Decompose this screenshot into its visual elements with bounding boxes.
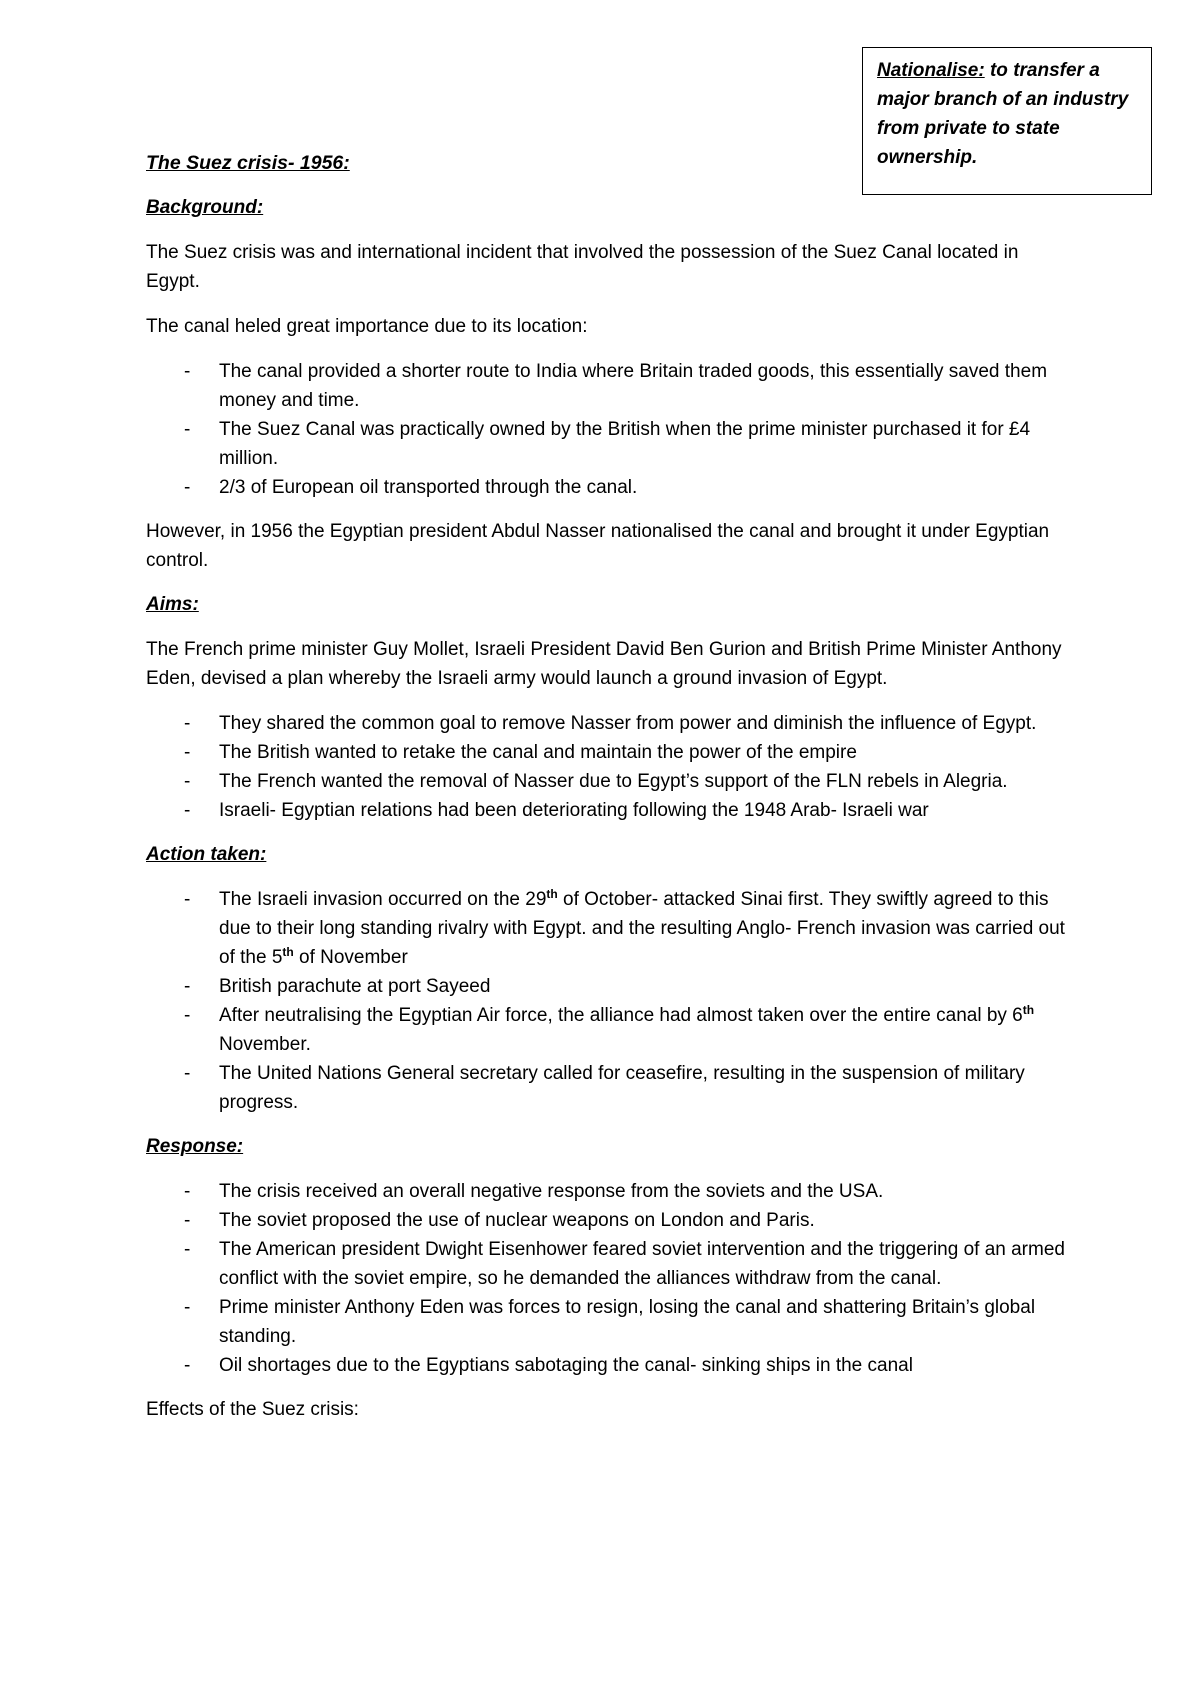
- list-item: [146, 357, 1076, 415]
- list-item: [146, 738, 1076, 767]
- list-item-text: The soviet proposed the use of nuclear weapons on London and Paris.: [219, 1210, 815, 1231]
- bullet-dash: -: [184, 889, 191, 910]
- list-item-text: of November: [293, 947, 408, 968]
- response-bullet-list: [146, 1177, 1076, 1380]
- document-body: [146, 149, 1076, 1424]
- background-paragraph-3: However, in 1956 the Egyptian president Abdul Nasser nationalised the canal and brought it under Egyptian control.: [146, 521, 1050, 571]
- response-heading: Response:: [146, 1136, 244, 1157]
- bullet-dash: -: [184, 1355, 191, 1376]
- list-item: [146, 1001, 1076, 1059]
- ordinal-suffix: th: [546, 887, 558, 901]
- list-item: [146, 1206, 1076, 1235]
- list-item: [146, 972, 1076, 1001]
- definition-term: Nationalise:: [877, 60, 985, 81]
- list-item-text: The United Nations General secretary called for ceasefire, resulting in the suspension of military progress.: [219, 1063, 1025, 1113]
- bullet-dash: -: [184, 1181, 191, 1202]
- list-item: [146, 1059, 1076, 1117]
- background-paragraph-1: The Suez crisis was and international incident that involved the possession of the Suez Canal located in Egypt.: [146, 242, 1019, 292]
- list-item: [146, 1177, 1076, 1206]
- list-item-text: 2/3 of European oil transported through the canal.: [219, 477, 638, 498]
- aims-bullet-list: [146, 709, 1076, 825]
- action-bullet-list: [146, 885, 1076, 1117]
- list-item-text: The canal provided a shorter route to India where Britain traded goods, this essentially saved them money and time.: [219, 361, 1048, 411]
- list-item: [146, 796, 1076, 825]
- list-item: [146, 1351, 1076, 1380]
- list-item: [146, 1235, 1076, 1293]
- list-item: [146, 415, 1076, 473]
- ordinal-suffix: th: [282, 945, 294, 959]
- bullet-dash: -: [184, 771, 191, 792]
- bullet-dash: -: [184, 713, 191, 734]
- list-item-text: The Israeli invasion occurred on the 29: [219, 889, 547, 910]
- aims-heading: Aims:: [146, 594, 199, 615]
- background-paragraph-2: The canal heled great importance due to its location:: [146, 316, 588, 337]
- list-item-text: The Suez Canal was practically owned by the British when the prime minister purchased it for £4 million.: [219, 419, 1031, 469]
- bullet-dash: -: [184, 1297, 191, 1318]
- bullet-dash: -: [184, 1210, 191, 1231]
- list-item-text: Oil shortages due to the Egyptians sabotaging the canal- sinking ships in the canal: [219, 1355, 913, 1376]
- list-item: [146, 767, 1076, 796]
- bullet-dash: -: [184, 477, 191, 498]
- list-item-text: November.: [219, 1034, 311, 1055]
- aims-paragraph: The French prime minister Guy Mollet, Israeli President David Ben Gurion and British Prime Minister Anthony Eden, devised a plan whereby the Israeli army would launch a ground invasion of Egypt.: [146, 639, 1062, 689]
- bullet-dash: -: [184, 742, 191, 763]
- list-item-text: British parachute at port Sayeed: [219, 976, 491, 997]
- list-item-text: Prime minister Anthony Eden was forces to resign, losing the canal and shattering Britain’s global standing.: [219, 1297, 1036, 1347]
- list-item: [146, 473, 1076, 502]
- list-item-text: They shared the common goal to remove Nasser from power and diminish the influence of Egypt.: [219, 713, 1037, 734]
- list-item-text: The American president Dwight Eisenhower feared soviet intervention and the triggering of an armed conflict with the soviet empire, so he demanded the alliances withdraw from the canal.: [219, 1239, 1065, 1289]
- bullet-dash: -: [184, 800, 191, 821]
- bullet-dash: -: [184, 419, 191, 440]
- action-heading: Action taken:: [146, 844, 267, 865]
- list-item-text: The French wanted the removal of Nasser due to Egypt’s support of the FLN rebels in Alegria.: [219, 771, 1008, 792]
- definition-text: to transfer a major branch of an industry from private to state ownership.: [877, 60, 1129, 168]
- list-item-text: After neutralising the Egyptian Air force, the alliance had almost taken over the entire canal by 6: [219, 1005, 1023, 1026]
- ordinal-suffix: th: [1022, 1003, 1035, 1017]
- bullet-dash: -: [184, 1063, 191, 1084]
- list-item-text: The British wanted to retake the canal and maintain the power of the empire: [219, 742, 857, 763]
- list-item: [146, 709, 1076, 738]
- background-bullet-list: [146, 357, 1076, 502]
- list-item-text: Israeli- Egyptian relations had been deteriorating following the 1948 Arab- Israeli war: [219, 800, 929, 821]
- document-title: The Suez crisis- 1956:: [146, 152, 350, 174]
- list-item-text: The crisis received an overall negative response from the soviets and the USA.: [219, 1181, 884, 1202]
- effects-heading: Effects of the Suez crisis:: [146, 1399, 359, 1420]
- list-item-text: of October- attacked Sinai first. They swiftly agreed to this due to their long standing rivalry with Egypt. and the resulting Anglo- French invasion was carried out of the 5: [219, 889, 1065, 968]
- bullet-dash: -: [184, 361, 191, 382]
- list-item: [146, 1293, 1076, 1351]
- bullet-dash: -: [184, 976, 191, 997]
- bullet-dash: -: [184, 1005, 191, 1026]
- bullet-dash: -: [184, 1239, 191, 1260]
- background-heading: Background:: [146, 197, 264, 218]
- list-item: [146, 885, 1076, 972]
